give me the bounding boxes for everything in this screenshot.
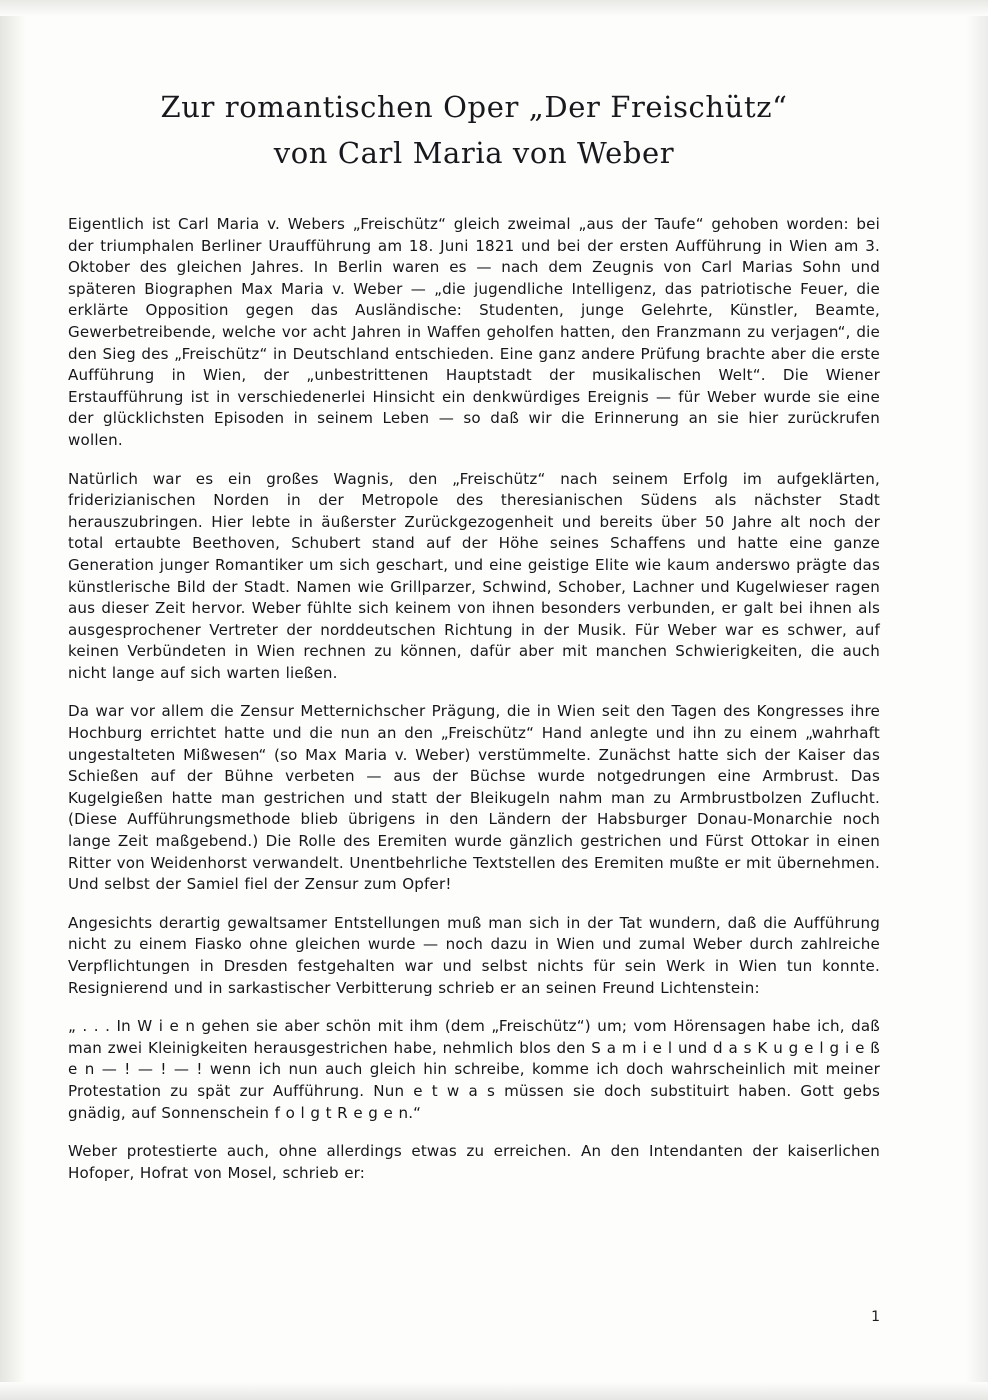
scan-edge-top <box>0 0 988 16</box>
quotation-paragraph: „ . . . In W i e n gehen sie aber schön mit ihm (dem „Freischütz“) um; vom Hörensagen habe ich, daß man zwei Kleinigkeiten herausgestrichen habe, nehmlich blos den S a m i e l und d a s K u g e l g i e ß e n — ! — ! — ! wenn ich nun auch gleich hin schreibe, komme ich doch wahrscheinlich mit meiner Protestation zu spät zur Aufführung. Nun e t w a s müssen sie doch substituirt haben. Gott gebs gnädig, auf Sonnenschein f o l g t R e g e n.“ <box>68 1017 880 1122</box>
page-title-line-2: von Carl Maria von Weber <box>273 136 675 170</box>
body-text <box>68 214 880 1184</box>
scan-edge-right <box>966 0 988 1400</box>
scan-edge-left <box>0 0 26 1400</box>
paragraph: Da war vor allem die Zensur Metternichscher Prägung, die in Wien seit den Tagen des Kongresses ihre Hochburg errichtet hatte und die nun an den „Freischütz“ Hand anlegte und ihn zu einem „wahrhaft ungestalteten Mißwesen“ (so Max Maria v. Weber) verstümmelte. Zunächst hatte sich der Kaiser das Schießen auf der Bühne verbeten — aus der Büchse wurde notgedrungen eine Armbrust. Das Kugelgießen hatte man gestrichen und statt der Bleikugeln nahm man zu Armbrustbolzen Zuflucht. (Diese Aufführungsmethode blieb übrigens in den Ländern der Habsburger Donau-Monarchie noch lange Zeit maßgebend.) Die Rolle des Eremiten wurde gänzlich gestrichen und Fürst Ottokar in einen Ritter von Weidenhorst verwandelt. Unentbehrliche Textstellen des Eremiten mußte er mit übernehmen. Und selbst der Samiel fiel der Zensur zum Opfer! <box>68 702 880 894</box>
paragraph: Weber protestierte auch, ohne allerdings etwas zu erreichen. An den Intendanten der kaiserlichen Hofoper, Hofrat von Mosel, schrieb er: <box>68 1142 880 1182</box>
paragraph: Natürlich war es ein großes Wagnis, den „Freischütz“ nach seinem Erfolg im aufgeklärten, friderizianischen Norden in der Metropole des theresianischen Südens als nächster Stadt herauszubringen. Hier lebte in äußerster Zurückgezogenheit und bereits über 50 Jahre alt noch der total ertaubte Beethoven, Schubert stand auf der Höhe seines Schaffens und hatte eine ganze Generation junger Romantiker um sich geschart, und eine geistige Elite wie kaum anderswo prägte das künstlerische Bild der Stadt. Namen wie Grillparzer, Schwind, Schober, Lachner und Kugelwieser ragen aus dieser Zeit hervor. Weber fühlte sich keinem von ihnen besonders verbunden, er galt bei ihnen als ausgesprochener Vertreter der norddeutschen Richtung in der Musik. Für Weber war es schwer, auf keinen Verbündeten in Wien rechnen zu können, dafür aber mit manchen Schwierigkeiten, die auch nicht lange auf sich warten ließen. <box>68 469 880 682</box>
paragraph: Angesichts derartig gewaltsamer Entstellungen muß man sich in der Tat wundern, daß die Aufführung nicht zu einem Fiasko ohne gleichen wurde — noch dazu in Wien und zumal Weber durch zahlreiche Verpflichtungen in Dresden festgehalten war und selbst nichts für sein Werk in Wien tun konnte. Resignierend und in sarkastischer Verbitterung schrieb er an seinen Freund Lichtenstein: <box>68 913 880 997</box>
scan-edge-bottom <box>0 1382 988 1400</box>
page-number: 1 <box>871 1309 880 1325</box>
paragraph: Eigentlich ist Carl Maria v. Webers „Freischütz“ gleich zweimal „aus der Taufe“ gehoben worden: bei der triumphalen Berliner Uraufführung am 18. Juni 1821 und bei der ersten Aufführung in Wien am 3. Oktober des gleichen Jahres. In Berlin waren es — nach dem Zeugnis von Carl Marias Sohn und späteren Biographen Max Maria v. Weber — „die jugendliche Intelligenz, das patriotische Feuer, die erklärte Opposition gegen das Ausländische: Studenten, junge Gelehrte, Künstler, Beamte, Gewerbetreibende, welche vor acht Jahren in Waffen geholfen hatten, den Franzmann zu verjagen“, die den Sieg des „Freischütz“ in Deutschland entschieden. Eine ganz andere Prüfung brachte aber die erste Aufführung in Wien, der „unbestrittenen Hauptstadt der musikalischen Welt“. Die Wiener Erstaufführung ist in verschiedenerlei Hinsicht ein denkwürdiges Ereignis — für Weber wurde sie eine der glücklichsten Episoden in seinem Leben — so daß wir die Erinnerung an sie hier zurückrufen wollen. <box>68 215 880 449</box>
page-title <box>68 84 880 176</box>
document-content <box>68 84 880 1325</box>
page-title-line-1: Zur romantischen Oper „Der Freischütz“ <box>160 90 788 124</box>
